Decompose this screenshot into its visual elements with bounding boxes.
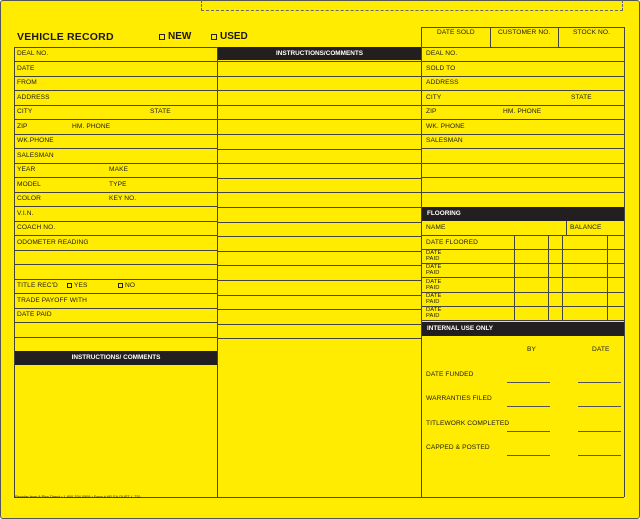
rule <box>421 119 624 120</box>
rule <box>217 309 421 310</box>
used-label: USED <box>220 31 248 42</box>
rule <box>14 192 217 193</box>
yes-checkbox[interactable] <box>67 282 88 290</box>
hm-phone-label: HM. PHONE <box>72 123 111 130</box>
rule <box>217 149 421 150</box>
rule <box>421 27 422 497</box>
rule <box>421 320 624 321</box>
date-label: DATE <box>17 65 35 72</box>
rule <box>217 222 421 223</box>
date-paid-label: DATE PAID <box>17 311 52 318</box>
folder-tab-outline <box>201 0 623 11</box>
capped-posted-label: CAPPED & POSTED <box>426 444 490 451</box>
checkbox-box[interactable] <box>67 283 72 288</box>
by-column-label: BY <box>527 346 536 353</box>
yes-label: YES <box>74 282 88 289</box>
rule <box>14 264 217 265</box>
rule <box>14 163 217 164</box>
right-deal-no-label: DEAL NO. <box>426 50 458 57</box>
rule <box>217 119 421 120</box>
titlework-label: TITLEWORK COMPLETED <box>426 420 510 427</box>
rule <box>421 277 624 278</box>
right-state-label: STATE <box>571 94 592 101</box>
rule <box>421 76 624 77</box>
state-label: STATE <box>150 108 171 115</box>
deal-no-label: DEAL NO. <box>17 50 49 57</box>
rule <box>217 178 421 179</box>
rule <box>421 148 624 149</box>
date-word: DATE <box>426 250 442 256</box>
paid-word: PAID <box>426 270 440 276</box>
rule <box>421 27 624 28</box>
right-city-label: CITY <box>426 94 442 101</box>
rule <box>421 134 624 135</box>
rule <box>490 27 491 47</box>
type-label: TYPE <box>109 181 127 188</box>
rule <box>421 90 624 91</box>
rule <box>421 235 624 236</box>
capped-date-line[interactable] <box>578 455 621 456</box>
rule <box>217 134 421 135</box>
right-address-label: ADDRESS <box>426 79 459 86</box>
rule <box>421 163 624 164</box>
paid-word: PAID <box>426 285 440 291</box>
sold-to-label: SOLD TO <box>426 65 456 72</box>
checkbox-box[interactable] <box>118 283 123 288</box>
rule <box>607 235 608 321</box>
rule <box>14 177 217 178</box>
rule <box>14 337 217 338</box>
paid-word: PAID <box>426 313 440 319</box>
rule <box>217 47 218 497</box>
rule <box>14 235 217 236</box>
rule <box>558 27 559 47</box>
left-instructions-header: INSTRUCTIONS/ COMMENTS <box>15 351 217 365</box>
rule <box>217 295 421 296</box>
checkbox-box[interactable] <box>211 34 217 40</box>
rule <box>421 292 624 293</box>
rule <box>421 177 624 178</box>
rule <box>14 206 217 207</box>
rule <box>14 134 217 135</box>
rule <box>217 207 421 208</box>
rule <box>562 235 563 321</box>
vin-label: V.I.N. <box>17 210 34 217</box>
new-label: NEW <box>168 31 192 42</box>
date-word: DATE <box>426 293 442 299</box>
flooring-name-label: NAME <box>426 224 446 231</box>
rule <box>514 235 515 321</box>
date-paid-label <box>426 264 441 276</box>
rule <box>14 308 217 309</box>
rule <box>14 119 217 120</box>
rule <box>14 322 217 323</box>
flooring-header: FLOORING <box>422 207 624 221</box>
wk-phone-label: WK.PHONE <box>17 137 54 144</box>
rule <box>217 61 421 62</box>
rule <box>14 90 217 91</box>
rule <box>14 47 15 497</box>
rule <box>217 76 421 77</box>
date-paid-label <box>426 250 441 262</box>
rule <box>217 251 421 252</box>
paid-word: PAID <box>426 299 440 305</box>
rule <box>14 61 217 62</box>
date-word: DATE <box>426 307 442 313</box>
form-title: VEHICLE RECORD <box>17 31 114 43</box>
date-paid-label <box>426 279 441 291</box>
city-label: CITY <box>17 108 33 115</box>
no-label: NO <box>125 282 136 289</box>
date-floored-label: DATE FLOORED <box>426 239 479 246</box>
rule <box>217 236 421 237</box>
make-label: MAKE <box>109 166 129 173</box>
rule <box>421 192 624 193</box>
trade-payoff-label: TRADE PAYOFF WITH <box>17 297 87 304</box>
address-label: ADDRESS <box>17 94 50 101</box>
no-checkbox[interactable] <box>118 282 135 290</box>
rule <box>14 279 217 280</box>
coach-no-label: COACH NO. <box>17 224 56 231</box>
warranties-date-line[interactable] <box>578 406 621 407</box>
rule <box>624 27 625 497</box>
rule <box>217 338 421 339</box>
rule <box>217 324 421 325</box>
rule <box>217 280 421 281</box>
year-label: YEAR <box>17 166 36 173</box>
date-funded-by-line[interactable] <box>507 382 550 383</box>
rule <box>14 148 217 149</box>
date-paid-label <box>426 307 441 319</box>
odometer-label: ODOMETER READING <box>17 239 89 246</box>
balance-label: BALANCE <box>570 224 602 231</box>
titlework-date-line[interactable] <box>578 431 621 432</box>
rule <box>14 76 217 77</box>
rule <box>217 163 421 164</box>
rule <box>421 263 624 264</box>
date-word: DATE <box>426 264 442 270</box>
key-no-label: KEY NO. <box>109 195 137 202</box>
rule <box>421 105 624 106</box>
paid-word: PAID <box>426 256 440 262</box>
model-label: MODEL <box>17 181 41 188</box>
rule <box>421 61 624 62</box>
rule <box>14 105 217 106</box>
middle-instructions-header: INSTRUCTIONS/COMMENTS <box>218 47 421 60</box>
rule <box>217 192 421 193</box>
date-word: DATE <box>426 279 442 285</box>
titlework-by-line[interactable] <box>507 431 550 432</box>
right-hm-phone-label: HM. PHONE <box>503 108 542 115</box>
rule <box>14 293 217 294</box>
new-checkbox[interactable] <box>159 31 191 42</box>
rule <box>548 235 549 321</box>
rule <box>14 221 217 222</box>
title-recd-label: TITLE REC'D <box>17 282 58 289</box>
rule <box>566 221 567 235</box>
rule <box>217 265 421 266</box>
warranties-by-line[interactable] <box>507 406 550 407</box>
internal-use-header: INTERNAL USE ONLY <box>422 322 624 336</box>
warranties-filed-label: WARRANTIES FILED <box>426 395 492 402</box>
rule <box>217 90 421 91</box>
stock-no-label: STOCK NO. <box>573 29 611 36</box>
color-label: COLOR <box>17 195 41 202</box>
customer-no-label: CUSTOMER NO. <box>498 29 551 36</box>
date-column-label: DATE <box>592 346 610 353</box>
rule <box>421 249 624 250</box>
date-sold-label: DATE SOLD <box>437 29 475 36</box>
zip-label: ZIP <box>17 123 28 130</box>
right-salesman-label: SALESMAN <box>426 137 463 144</box>
rule <box>217 105 421 106</box>
date-funded-date-line[interactable] <box>578 382 621 383</box>
capped-by-line[interactable] <box>507 455 550 456</box>
from-label: FROM <box>17 79 37 86</box>
date-funded-label: DATE FUNDED <box>426 371 474 378</box>
right-zip-label: ZIP <box>426 108 437 115</box>
salesman-label: SALESMAN <box>17 152 54 159</box>
rule <box>421 306 624 307</box>
checkbox-box[interactable] <box>159 34 165 40</box>
reorder-footer: Reorder from A Plus Direct • 1-800-334-0509 • Form # AP-SA-DUST L-720 <box>15 495 141 499</box>
right-wk-phone-label: WK. PHONE <box>426 123 465 130</box>
date-paid-label <box>426 293 441 305</box>
rule <box>14 250 217 251</box>
used-checkbox[interactable] <box>211 31 248 42</box>
